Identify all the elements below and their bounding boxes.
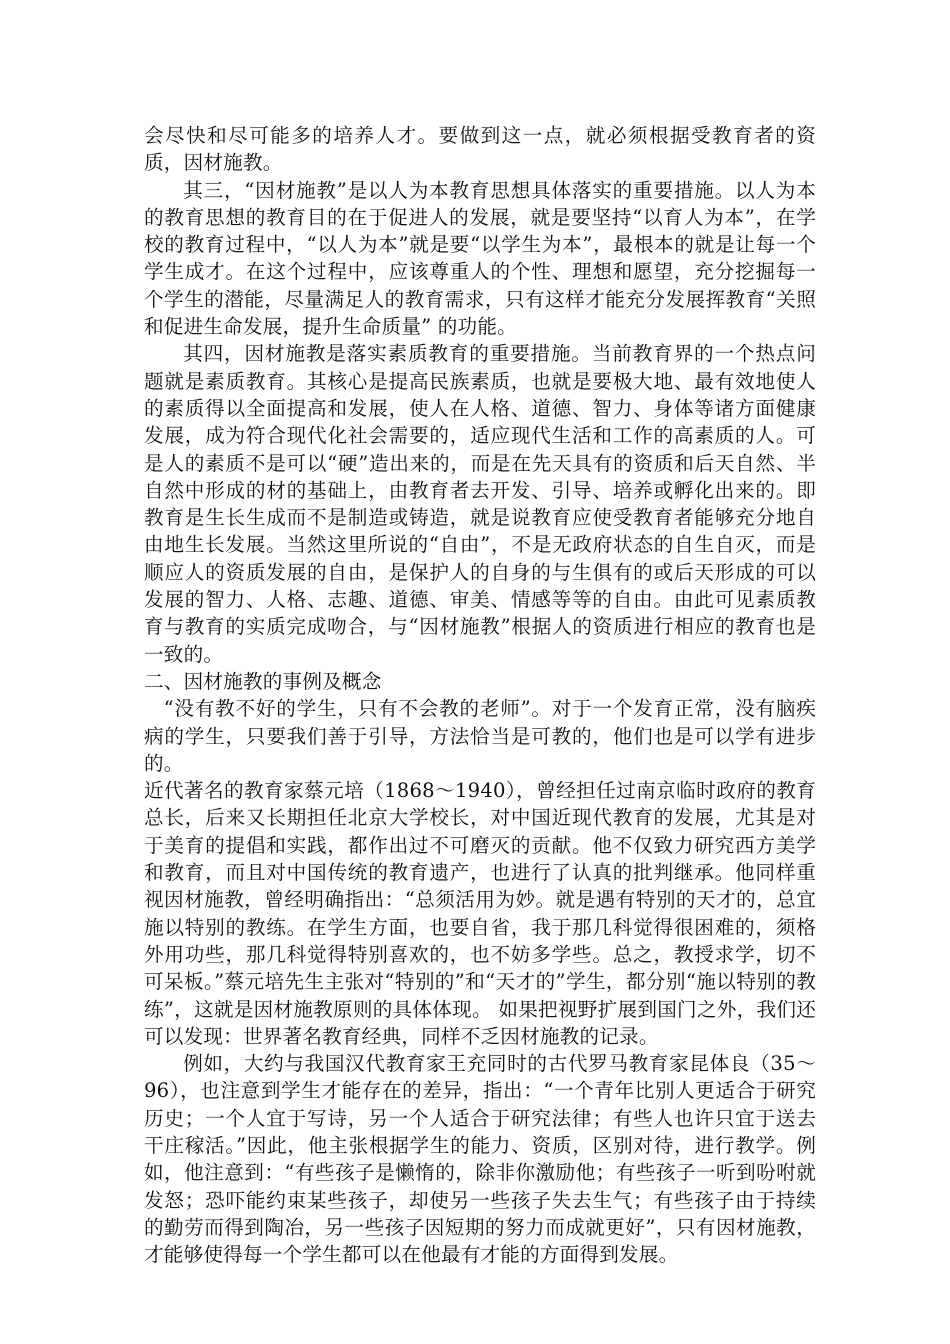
paragraph-quintilian: 例如，大约与我国汉代教育家王充同时的古代罗马教育家昆体良（35～96），也注意到学生才能存在的差异，指出：“一个青年比别人更适合于研究历史；一个人宜于写诗，另一个人适合于研究法律；有些人也许只宜于送去干庄稼活。”因此，他主张根据学生的能力、资质，区别对待，进行教学。例如，他注意到：“有些孩子是懒惰的，除非你激励他；有些孩子一听到吩咐就发怒；恐吓能约束某些孩子，却使另一些孩子失去生气；有些孩子由于持续的勤劳而得到陶冶，另一些孩子因短期的努力而成就更好”，只有因材施教，才能够使得每一个学生都可以在他最有才能的方面得到发展。 xyxy=(144,1052,816,1267)
paragraph-quote-teachers: “没有教不好的学生，只有不会教的老师”。对于一个发育正常，没有脑疾病的学生，只要我们善于引导，方法恰当是可教的，他们也是可以学有进步的。 xyxy=(144,697,816,775)
paragraph-point-three: 其三，“因材施教”是以人为本教育思想具体落实的重要措施。以人为本的教育思想的教育目的在于促进人的发展，就是要坚持“以育人为本”，在学校的教育过程中，“以人为本”就是要“以学生为本”，最根本的就是让每一个学生成才。在这个过程中，应该尊重人的个性、理想和愿望，充分挖掘每一个学生的潜能，尽量满足人的教育需求，只有这样才能充分发展挥教育“关照和促进生命发展，提升生命质量” 的功能。 xyxy=(144,178,816,339)
paragraph-point-four: 其四，因材施教是落实素质教育的重要措施。当前教育界的一个热点问题就是素质教育。其核心是提高民族素质，也就是要极大地、最有效地使人的素质得以全面提高和发展，使人在人格、道德、智力、身体等诸方面健康发展，成为符合现代化社会需要的，适应现代生活和工作的高素质的人。可是人的素质不是可以“硬”造出来的，而是在先天具有的资质和后天自然、半自然中形成的材的基础上，由教育者去开发、引导、培养或孵化出来的。即教育是生长生成而不是制造或铸造，就是说教育应使受教育者能够充分地自由地生长发展。当然这里所说的“自由”，不是无政府状态的自生自灭，而是顺应人的资质发展的自由，是保护人的自身的与生俱有的或后天形成的可以发展的智力、人格、志趣、道德、审美、情感等等的自由。由此可见素质教育与教育的实质完成吻合，与“因材施教”根据人的资质进行相应的教育也是一致的。 xyxy=(144,342,816,666)
document-page xyxy=(144,122,816,1268)
paragraph-cai-yuanpei: 近代著名的教育家蔡元培（1868～1940），曾经担任过南京临时政府的教育总长，后来又长期担任北京大学校长，对中国近现代教育的发展，尤其是对于美育的提倡和实践，都作出过不可磨灭的贡献。他不仅致力研究西方美学和教育，而且对中国传统的教育遗产，也进行了认真的批判继承。他同样重视因材施教，曾经明确指出：“总须活用为妙。就是遇有特别的天才的，总宜施以特别的教练。在学生方面，也要自省，我于那几科觉得很困难的，须格外用功些，那几科觉得特别喜欢的，也不妨多学些。总之，教授求学，切不可呆板。”蔡元培先生主张对“特别的”和“天才的”学生，都分别“施以特别的教练”，这就是因材施教原则的具体体现。 如果把视野扩展到国门之外，我们还可以发现：世界著名教育经典，同样不乏因材施教的记录。 xyxy=(144,779,816,1048)
section-heading: 二、因材施教的事例及概念 xyxy=(144,669,382,693)
paragraph-continuation: 会尽快和尽可能多的培养人才。要做到这一点，就必须根据受教育者的资质，因材施教。 xyxy=(144,124,816,175)
